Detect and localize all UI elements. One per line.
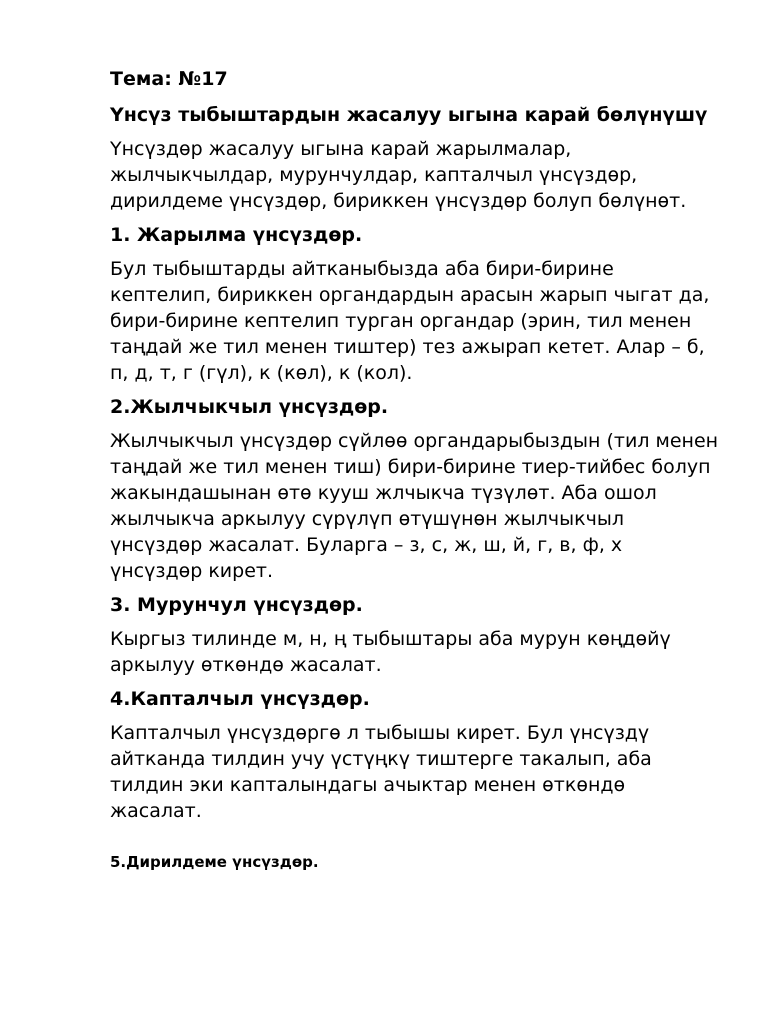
section-text-nasal: Кыргыз тилинде м, н, ң тыбыштары аба мурун көңдөйү аркылуу өткөндө жасалат. (110, 628, 671, 676)
section-heading-nasal: 3. Мурунчул үнсүздөр. (110, 594, 363, 616)
section-heading-lateral: 4.Капталчыл үнсүздөр. (110, 688, 370, 710)
section-heading-fricative: 2.Жылчыкчыл үнсүздөр. (110, 396, 389, 418)
intro-paragraph: Үнсүздөр жасалуу ыгына карай жарылмалар, жылчыкчылдар, мурунчулдар, капталчыл үнсүздөр, дирилдеме үнсүздөр, бириккен үнсүздөр болуп бөлүнөт. (110, 138, 687, 212)
document-title: Үнсүз тыбыштардын жасалуу ыгына карай бөлүнүшү (110, 104, 708, 126)
section-text-lateral: Капталчыл үнсүздөргө л тыбышы кирет. Бул үнсүздү айтканда тилдин учу үстүңкү тиштерге такалып, аба тилдин эки капталындагы ачыктар менен өткөндө жасалат. (110, 722, 652, 822)
section-text-fricative: Жылчыкчыл үнсүздөр сүйлөө органдарыбыздын (тил менен таңдай же тил менен тиш) бири-бирине тиер-тийбес болуп жакындашынан өтө кууш жлчыкча түзүлөт. Аба ошол жылчыкча аркылуу сүрүлүп өтүшүнөн жылчыкчыл үнсүздөр жасалат. Буларга – з, с, ж, ш, й, г, в, ф, х үнсүздөр кирет. (110, 430, 719, 582)
section-text-plosive: Бул тыбыштарды айтканыбызда аба бири-бирине кептелип, бириккен органдардын арасын жарып чыгат да, бири-бирине кептелип турган органдар (эрин, тил менен таңдай же тил менен тиштер) тез ажырап кетет. Алар – б, п, д, т, г (гүл), к (көл), к (кол). (110, 258, 710, 384)
section-heading-plosive: 1. Жарылма үнсүздөр. (110, 224, 363, 246)
section-heading-trill: 5.Дирилдеме үнсүздөр. (110, 853, 319, 871)
document-page (110, 66, 720, 880)
topic-label: Тема: №17 (110, 68, 228, 90)
